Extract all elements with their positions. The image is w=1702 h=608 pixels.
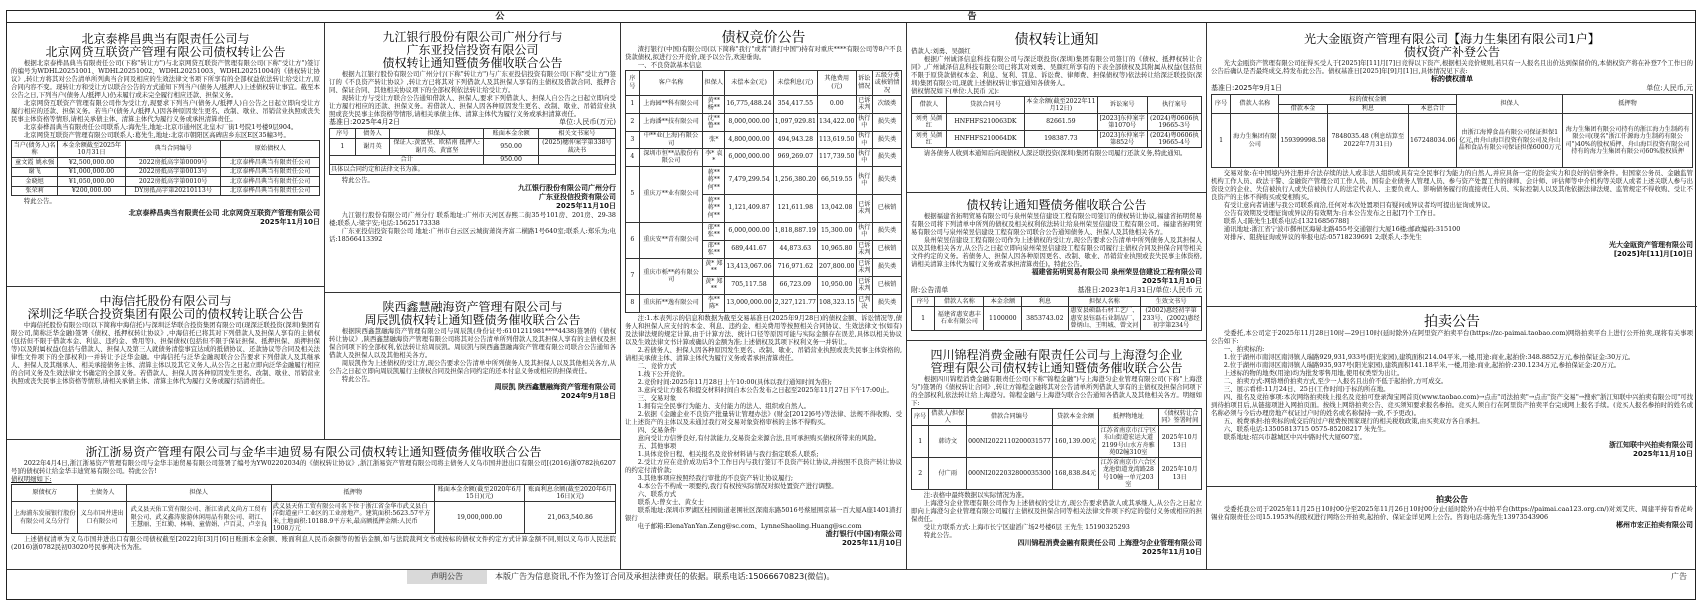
section-heading: 六、联系方式 [637,489,677,498]
notice-zhejiang-zheyi [7,439,621,569]
notice-title: 光大金瓯资产管理有限公司【海力生集团有限公司1户】 [1304,32,1600,46]
table-row: 1 韩诗文 000NI2022110200031577 160,139.00元 江苏省南京市江宁区东山街道宏运大道2199号山水方舟雅苑02幢310室 2025年10月13日 [912,426,1202,458]
unit-label: 单位:人民币(万元) [559,118,616,126]
notice-paragraph: 根据福建省拓明贸易有限公司与泉州荣昱信建设工程有限公司签订的债权转让协议,福建省拓明贸易有限公司将下列清单中所列的债权及相关权利依法转让给泉州荣昱信建设工程有限公司。福建省拓明贸易有限公司与泉州荣昱信建设工程有限公司联合公告通知债务人、担保人及其他相关各方。 [911,212,1202,236]
table-row: 1 海力生集团有限公司 159399998.58 7848035.48 (利息结算至2022年7月31日) 167248034.06 由浙江海博食品有限公司保证担保1亿元,由舟山海巨投资有限公司及舟山晶和食品有限公司保证担保6000万元 海力生集团有限公司持有的浙江海力生制药有限公司(现名"浙江仟源海力生制药有限公司")40%的股权质押、舟山海巨投资有限公司持有的海力生集团有限公司60%股权质押 [1212,114,1693,168]
notice-paragraph: 有受让意向者请速与我公司联系商洽,任何对本次处置项目有疑问或异议者均可提出征询或异议。 [1223,201,1495,209]
notice-paragraph: 根据九江银行股份有限公司广州分行(下称"转让方")与广东亚投信投资有限公司(下称"受让方")签订的《不良资产转让协议》,转让方已将其对下列借款人及其担保人享有的主债权及借款合同、抵押合同、保证合同、其他相关协议项下的全部权利依法转让给受让方。 [329,70,616,94]
notice-paragraph: 泉州荣昱信建设工程有限公司作为上述债权的受让方,现公告要求公告清单中所列债务人及其担保人以及其他相关各方,从公告之日起立即向泉州荣昱信建设工程有限公司履行主债权合同及担保合同等相关文件约定的义务。若债务人、担保人因各种原因更名、改制、歇业、吊销营业执照或丧失民事主体资格,请相关清算主体代为履行义务或者承担清算责任)。特此公告。 [911,236,1202,268]
notice-paragraph: 北京泰桦昌典当有限责任公司联系人:海先生,地址:北京市通州区北皇木厂街1号院1号楼9层904。 [23,123,298,131]
table-header: 本金余额截至2025年10月31日 [58,141,126,158]
signatory: 光大金瓯资产管理有限公司 [1609,241,1693,249]
page-masthead: 公 告 [7,11,1695,23]
contact-info: 九江银行股份有限公司广州分行 联系地址:广州市天河区春熙二街35号101房、201房、29-38楼;联系人:梁宇安;电话:15625173338 [329,210,616,227]
column-4 [907,23,1207,569]
contact-email[interactable]: 电子邮箱:ElenaYanYan.Zeng@sc.com、LynneShaoling.Huang@sc.com [637,521,862,530]
table-caption: 基准日:2025年9月1日 单位:人民币,元 [1211,84,1693,92]
contact-info: 联系人:[陈先生];联系电话:[13216856788] [1223,217,1349,225]
notice-debt-transfer-liuyong [907,23,1206,193]
loan-table: 序号 借款人/担保人 借款合同编号 贷款本金余额 抵押物地址 《债权转让合同》签署时间 1 韩诗文 000NI2022110200031577 160,139.00元 江苏省南京市江宁区东山街道宏运大道2199号山水方舟雅苑02幢310室 2025年10月13日 2 付广雨 000NI2022032800035300 168,838.84元 江苏省南京市六合区龙池街道龙湾路28号10幢一单元203室 2025年10月13日 [911,408,1202,490]
notice-title: 拍卖公告 [1436,495,1468,504]
contact-info: 通讯地址:浙江省宁波市鄞州区海晏北路455号交通银行大厦16楼;邮政编码:315100 [1223,225,1461,233]
notice-paragraph: 交易对象:在中国境内外注册并合法存续的法人或非法人组织或具有完全民事行为能力的自然人,并应具备一定的资金实力和良好的信誉条件。但国家公务员、金融监管机构工作人员、政法干警、金融资产管理公司工作人员、国有企业债务人管理人员、参与资产处置工作的律师、会计师、评估师等中介机构等关联人或者上述关联人参与出资设立的企业、失信被执行人或失信被执行人的法定代表人、主要负责人、影响债务履行的直接责任人员、实际控制人以及其他依据法律法规、监管规定不得收购、受让不良资产的主体不得购买或变相购买。 [1211,169,1693,201]
table-row: 1 上海园**科有限公司 黄** 杨** 16,775,488.24 354,417.55 0.00 已诉未判 次级类 [626,95,902,113]
notice-paragraph: 受委托我公司于2025年11月25日10时00分至2025年11月26日10时00分止(延时除外)在中拍平台(https://paimai.caa123.org.cn/)对刘艾庆、周建平持有香花岭锡业有限责任公司15.1953%的股权进行网络公开拍卖,起拍价、保证金详见网上公告。咨询电话:陈先生13973543906 [1211,505,1693,521]
table-row: 1 谢月英 保证人:黄富坚、欧秸南 抵押人:谢月英、黄富坚 950.00 (2025)穗仲案字第338号裁决书 [330,138,616,155]
section-heading: 一、拍卖标的: [1223,345,1265,353]
table-row: 7 重庆市栎**药有限公司 黄* 郑** 13,413,067.06 716,971.62 207,800.00 已诉未判 损失类 [626,258,902,276]
notice-paragraph: 北京网贷互联资产管理有限公司联系人:葛先生,地址:北京市朝阳区高碑店乡东区E区35幢3号。 [23,131,290,139]
column-5 [1207,23,1697,569]
table-row: 2 付广雨 000NI2022032800035300 168,838.84元 江苏省南京市六合区龙池街道龙湾路28号10幢一单元203室 2025年10月13日 [912,458,1202,490]
notice-title: 中海信托股份有限公司与 [99,294,232,308]
table-note: 注:表格中最终数据以实际情况为准。 [923,491,1029,499]
disclaimer-text: 本版广告为信息资讯,不作为签订合同及承担法律责任的依据。联系电话:15066670823(微信)。 [495,572,835,581]
closing-text: 特此公告。 [341,175,374,184]
notice-paragraph: 上述债权清单为义乌市国井进出口有限公司债权截至[2022]年[3]月[6]日账面本金余额、账面利息人民币余额等的暂估金额,如与法院裁判文书或按标的债权文件约定方式计算金额不同,则以义乌市人民法院(2016)浙0782民初03020号民事判决书为准。 [11,535,616,551]
table-row: 张荣莉 ¥200,000.00 DY房抵高字第20210113号 北京泰桦昌典当有限责任公司 [12,186,320,196]
notice-auction-zhilian: 拍卖公告 受委托,本公司定于2025年11月28日10时—29日10时(延时除外)在阿里资产拍卖平台(https://zc-paimai.taobao.com)网络拍卖平台上进行公开拍卖,现将有关事项公告如下: 一、拍卖标的: 1.位于湖州市南浔区南浔镇人瑞路929,931,933号(阳光家园),建筑面积214.04平米,一楼,用途:商业,起拍价:348.8852万元,参拍保证金:30万元。 2.位于湖州市南浔区南浔镇人瑞路935,937号(阳光家园),建筑面积141.18平米,一楼,用途:商业,起拍价:230.1234万元,参拍保证金:20万元。 上述标的物的地类(用途)均为批发零售用地,使用权类型为出让。 二、拍卖方式:网络增价拍卖方式,至少一人报名且出价不低于起拍价,方可成交。 三、展示看样:11月24日、25日(工作时间)于标的所在地。 四、报名及竞拍事项:本次网络拍卖线上报名及竞拍可登录淘宝网首页(www.taobao.com)→点击"司法拍卖"→点击"资产交易"→搜索"浙江知联中兴拍卖有限公司"可找到待拍项目后,从链接项进入网拍页面。按线上网络拍卖公告、竞买须知要求报名参拍。竞买人须自行在阿里资产拍卖平台完成网上报名手续。(竞买人报名参拍时的姓名或名称必须与今后办理房地产权证过户时的姓名或名称保持一致,不予更改)。 五、税费承担:拍卖标的成交后的过户税费按国家现行的相关税收政策,由买卖双方各自承担。 六、联系电话:13505813715 0575-85208217 朱先生。 联系地址:绍兴市越城区中兴中路时代大厦607室。 浙江知联中兴拍卖有限公司 2025年11月10日 [1207,307,1697,487]
section-heading: 二、竞价方式 [637,361,677,370]
target-debt-table: 序号 借款人名称 标的债权金额 担保人 抵押物 借款本金 利息 本息合计 1 海力生集团有限公司 159399998.58 7848035.48 (利息结算至2022年7月31日) 167248034.06 由浙江海博食品有限公司保证担保1亿元,由舟山海巨投资有限公司及舟山晶和食品有限公司保证担保6000万元 海力生集团有限公司持有的浙江海力生制药有限公司(现名"浙江仟源海力生制药有限公司")40%的股权质押、舟山海巨投资有限公司持有的海力生集团有限公司60%股权质押 [1211,94,1693,168]
notice-title: 管理有限公司债权转让通知暨债务催收联合公告 [930,361,1183,375]
signatory: 渣打银行(中国)有限公司 [825,529,902,538]
debt-detail-table: 原债权方 主债务人 担保人 抵押物 账面本金余额(截至2020年6月15日)(元) 账面利息余额(截至2020年6月16日)(元) 上海浦东发展银行股份有限公司义乌分行 义乌市国井进出口有限公司 武义县天佑工贸有限公司、浙江省武义尚方工贸有限公司、武义鑫涛旅游休闲用品有限公司、胡江、王慧丽、王红勤、林响、童倩娟、卢百灵、卢幸良 武义县天佑工贸有限公司名下位于浙江省金华市武义县白洋街道童户工业区的工业房地产。建筑面积:5623.57平方米,土地面积:10188.9平方米,最高额抵押金额:人民币1908万元 19,000,000.00 21,063,540.86 [11,484,616,534]
notice-title: 浙江浙易资产管理有限公司与金华丰迪贸易有限公司债权转让通知暨债务催收联合公告 [85,445,542,459]
table-total-row: 合计 950.00 [330,155,616,165]
table-note: 2.若债务人、担保人因各种原因发生更名、改制、歇业、吊销营业执照或丧失民事主体资格的,请相关承债主体、清算主体代为履行义务或者承担清算责任。 [625,345,902,362]
notice-jiujiang-bank [325,23,620,293]
notice-title: 债权竞价公告 [721,30,806,46]
closing-text: 特此公告。 [23,197,56,205]
notice-paragraph: 2022年4月4日,浙江浙易资产管理有限公司与金华丰迪贸易有限公司签署了编号为YW02202034的《债权转让协议》,浙江浙易资产管理有限公司将主债务人义乌市国井进出口有限公司[(2016)浙0782执6207号]的债权转让给金华丰迪贸易有限公司。特此公告! [11,459,616,475]
column-1 [7,23,325,439]
section-heading: 四、交易条件 [637,425,677,434]
notice-paragraph: 根据北京泰桦昌典当有限责任公司(下称"转让方")与北京网贷互联资产管理有限公司(下称"受让方")签订的编号为WDHL20251001、WDHL20251002、WDHL20251003、WDHL20251004的《债权转让协议》,转让方将其对公告清单所列典当合同及相应的生效法律文书项下所享有的全部权益依法转让给受让方,原合同内容不变。现转让方和受让方以联合公告的方式通知下列当户(债务人/抵押人)上述债权转让事宜。截至本公告之日,下列当户(债务人/抵押人)仍未履行或未完全履行相应还款、担保义务。 [11,59,320,99]
notice-title: 九江银行股份有限公司广州分行与 [382,30,563,44]
notice-date: [2025]年[11]月[10]日 [1613,250,1693,258]
table-row: 刘勇 吴颜红 HNFHFS210064DK 198387.73 [2023]东仲案字第852号 (2024)粤0606执19665-4号 [912,131,1202,148]
table-caption: 附:公告清单 基准日:2023年1月31日/单位:人民币 元 [911,286,1202,294]
signatory: 浙江知联中兴拍卖有限公司 [1609,441,1693,449]
notice-title: 债权转让通知暨债务催收联合公告 [382,56,563,70]
base-date: 基准日:2025年4月2日 [329,118,401,126]
notice-title: 四川锦程消费金融有限责任公司与上海澄匀企业 [930,348,1183,362]
debt-table: 借款人 贷款合同号 本金余额(截至2022年11月12日) 诉讼案号 执行案号 刘勇 吴颜红 HNFHFS210063DK 82661.59 [2023]东仲案字第1070号 (2024)粤0606执19665-3号 刘勇 吴颜红 HNFHFS210064DK 198387.73 [2023]东仲案字第852号 (2024)粤0606执19665-4号 [911,96,1202,148]
notice-title: 北京网贷互联资产管理有限公司债权转让公告 [45,45,286,59]
pawn-debt-table [11,140,320,196]
notice-date: 2025年11月10日 [556,201,616,210]
detail-label: 债权明细如下: [11,475,52,483]
notice-date: 2025年11月10日 [1633,450,1693,458]
notice-paragraph: 根据陕西鑫慧融海资产管理有限公司与周辰凯(身份证号:6101211981****4438)签署的《债权转让协议》,陕西鑫慧融海资产管理有限公司将其对公告清单所列借款人及其担保人享有的主债权及担保合同项下的全部权利,依法转让给周辰凯。周辰凯与陕西鑫慧融海资产管理有限公司联合公告通知各借款人及担保人以及其他相关各方。 [329,327,616,359]
closing-text: 特此公告。 [923,531,956,539]
table-row: 刘勇 吴颜红 HNFHFS210063DK 82661.59 [2023]东仲案字第1070号 (2024)粤0606执19665-3号 [912,114,1202,131]
notice-title: 深圳泛华联合投资集团有限公司的债权转让联合公告 [27,307,304,321]
notice-paragraph: 中海信托股份有限公司(以下简称中海信托)与深圳泛华联合投资集团有限公司(现深泛联投资(深圳)集团有限公司,简称泛华金融)签署《债权、抵押权转让协议》,中海信托已将其对下列借款人及担保人享有的主债权(包括但不限于借款本金、利息、违约金、费用等)、担保债权(包括但不限于保证担保、抵押担保、质押担保等)以及附属权益(包括与借款人、担保人及第三人就债务清偿事宜达成的抵债协议、还款协议等合同及相关法律性文件项下的全部权利)一并转让予泛华金融。中海信托与泛华金融现联合公告要求下列借款人及其继承人、担保人及其继承人、相关承接债务主体、清算主体以及其它义务人,从公告之日起立即向泛华金融履行相应的合同义务及生效法律文书确定的全部义务。若借款人、担保人因各种原因发生更名、改制、歇业、吊销营业执照或丧失民事主体资格等情形,请相关承债主体、清算主体代为履行义务或履行结清责任。 [11,321,320,385]
notice-date: 2025年11月10日 [260,218,320,226]
table-row: 黄* 郑** 705,117.58 66,723.09 10,950.00 已诉未判 已核销 [626,276,902,294]
unit-label: 债权情况如下(单位:人民币 元): [911,87,1000,95]
notice-auction-hongzheng [1207,487,1697,569]
table-row: 2 上海潘**技有限公司 沈** 鲁** 8,000,000.00 1,097,929.81 134,422.00 执行中 损失类 [626,113,902,131]
notice-date: 2025年11月10日 [842,538,902,547]
notice-paragraph: 渣打银行(中国)有限公司(以下简称"我行"或者"渣打中国")持有对重庆****有限公司等8户不良贷款债权,拟进行公开竞价,现予以公告,欢迎垂询。 [625,45,902,61]
table-row: 谢飞 ¥1,000,000.00 2022房抵高字第0013号 北京泰桦昌典当有限责任公司 [12,167,320,177]
notice-paragraph: 受委托,本公司定于2025年11月28日10时—29日10时(延时除外)在阿里资产拍卖平台(https://zc-paimai.taobao.com)网络拍卖平台上进行公开拍卖,现将有关事项公告如下: [1211,329,1693,345]
signatory: 郴州市宏正拍卖有限公司 [1616,521,1693,529]
npl-table: 序号 客户名称 担保人 未偿本金(元) 未偿利息(元) 其他费用(元) 诉讼情况 五级分类或核销情况 1 上海园**科有限公司 黄** 杨** 16,775,488.24 354,417.55 0.00 已诉未判 次级类 2 上海潘**技有限公司 沈** 鲁** 8,000,000.00 1,097,929.81 134,422.00 执行中 损失类 3 中**业(上海)有限公司 张* 4,800,000.00 494,943.28 113,619.50 执行中 损失类 4 深圳市恒**品股份有限公司 李* 袁* 6,000,000.00 969,269.07 117,739.50 执行中 损失类 5 重庆万**业有限公司 蒋** 蒋** 何** 7,479,299.54 1,256,380.20 66,519.55 执行中 损失类 蒋** 蒋** 何** 1,121,409.87 121,611.98 13,042.08 已诉未判 已核销 6 重庆安**青有限公司 邵** 张** 6,000,000.00 1,818,887.19 15,300.00 执行中 损失类 邵** 张** 689,441.67 44,873.63 10,965.80 已诉未判 已核销 7 重庆市栎**药有限公司 黄* 郑** 13,413,067.06 716,971.62 207,800.00 已诉未判 损失类 黄* 郑** 705,117.58 66,723.09 10,950.00 已诉未判 已核销 8 重庆拓**逸有限公司 李** 陈* 13,000,000.00 2,327,121.77 108,323.15 已判决 损失类 [625,70,902,313]
column-3 [621,23,907,569]
notice-title: 拍卖公告 [1424,314,1480,330]
notice-title: 债权转让通知 [1014,32,1099,48]
notice-title: 债权资产补登公告 [1403,45,1500,59]
table-row: 3 中**业(上海)有限公司 张* 4,800,000.00 494,943.28 113,619.50 执行中 损失类 [626,131,902,148]
notice-paragraph: 周辰凯作为上述债权的受让方,现公告要求公告清单中所列债务人及其担保人以及其他相关各方,从公告之日起立即向周辰凯履行主债权合同及担保合同约定的还本付息义务或相应的担保责任。 [329,359,616,375]
notice-paragraph: 现转让方与受让方联合公告通知借款人、担保人,要求下列借款人、担保人自公告之日起立即向受让方履行相应的还款、担保义务。若借款人、担保人因各种原因发生更名、改制、歇业、吊销营业执照或丧失民事主体资格等情形,请相关承债主体、清算主体代为履行义务或承担清算责任。 [329,94,616,118]
signatory: 福建省拓明贸易有限公司 泉州荣昱信建设工程有限公司 [1031,268,1202,276]
table-row: 金晓旭 ¥1,050,000.00 2022房抵高字第0010号 北京泰桦昌典当有限责任公司 [12,177,320,187]
notice-paragraph: 请各债务人收到本通知后向现债权人深泛联投资(深圳)集团有限公司履行还款义务,特此通知。 [923,149,1187,157]
notice-date: 2025年11月10日 [1142,548,1202,556]
notice-fujian-tuoming [907,193,1206,341]
table-row: 上海浦东发展银行股份有限公司义乌分行 义乌市国井进出口有限公司 武义县天佑工贸有限公司、浙江省武义尚方工贸有限公司、武义鑫涛旅游休闲用品有限公司、胡江、王慧丽、王红勤、林响、童倩娟、卢百灵、卢幸良 武义县天佑工贸有限公司名下位于浙江省金华市武义县白洋街道童户工业区的工业房地产。建筑面积:5623.57平方米,土地面积:10188.9平方米,最高额抵押金额:人民币1908万元 19,000,000.00 21,063,540.86 [12,502,616,534]
table-note: 注:1.本表列示的信息和数据为截至交易基准日(2025年9月28日)的债权金额、诉讼情况等,债务人和担保人应支付的本金、利息、违约金、相关费用等按照相关合同协议、生效法律文书(如有)及法律法规的规定计算,由于计算方法、统计口径等原因可能与实际金额存在误差,具体以相关协议以及生效法律文书计算或确认的金额为准;上述债权及其项下权利义务一并转让。 [625,313,902,346]
column-2 [325,23,621,439]
contact-info: 广东亚投信投资有限公司 地址:广州市白云区云城街萧岗齐富二横路1号640室;联系人:郑乐为;电话:18566413392 [329,226,616,243]
table-note: 具体以合同约定和法律文书为准。 [330,165,616,175]
table-row: 6 重庆安**青有限公司 邵** 张** 6,000,000.00 1,818,887.19 15,300.00 执行中 损失类 [626,222,902,240]
notice-date: 2025年11月10日 [1142,277,1202,285]
debt-list-table: 序号 借款人名称 本金余额 利息 担保人名称 生效文书号 1 福建省惠安惠丰石业有限公司 1100000 3853743.02 惠安县硕磊石材工艺厂、惠安县钰磊石业制品厂、曾炳山、王明城、曾文河 (2002)惠经初字第233号、(2002)惠经初字第234号 [911,296,1202,331]
contact-info: 对排斥、阻挠征询或异议的举报电话:05718239691 2;联系人:李先生 [1223,233,1422,241]
list-title: 标的债权清单 [1431,75,1473,83]
notice-title: 广东亚投信投资有限公司 [406,43,539,57]
debt-table: 序号 债务人 担保人 账面本金余额 相关文书案号 1 谢月英 保证人:黄富坚、欧秸南 抵押人:谢月英、黄富坚 950.00 (2025)穗仲案字第338号裁决书 合计 950.00 具体以合同约定和法律文书为准。 [329,128,616,175]
disclaimer-footer [407,569,1697,585]
notice-sichuan-jincheng [907,341,1206,569]
disclaimer-tag: 声明公告 [407,570,487,584]
notice-title: 周辰凯债权转让通知暨债务催收联合公告 [364,313,581,327]
table-header: 原始债权人 [221,141,320,158]
notice-paragraph: 光大金瓯资产管理有限公司征得买受人于[2025]年[11]月[7]日竞得以下资产,根据相关竞价规则,若只有一人报名且出价达到保留价的,本债权资产将在补登7个工作日的公告后确认是否最终成交,特发布此公告。债权基准日[2025]年[9]月[1]日,具体情况见下表: [1211,59,1693,75]
borrower-label: 借款人:刘勇、吴颜红 [911,47,971,55]
notice-paragraph: 根据广州诚泽信息科技有限公司与深泛联投资(深圳)集团有限公司签订的《债权、抵押权转让合同》,广州诚泽信息科技有限公司已将其对刘勇、吴颜红所享有的下表全部债权及其附属从权益(包括但不限于原贷款债权本金、利息、复利、罚息、诉讼费、律师费、担保债权等)依法转让给深泛联投资(深圳)集团有限公司,现就上述债权转让事宜通知各债务人。 [911,55,1202,87]
notice-beijing-taihuachang [7,23,324,287]
notice-zhonghai-trust [7,287,324,439]
table-row: 8 重庆拓**逸有限公司 李** 陈* 13,000,000.00 2,327,121.77 108,323.15 已判决 损失类 [626,294,902,312]
table-row: 4 深圳市恒**品股份有限公司 李* 袁* 6,000,000.00 969,269.07 117,739.50 执行中 损失类 [626,148,902,166]
table-row: 5 重庆万**业有限公司 蒋** 蒋** 何** 7,479,299.54 1,256,380.20 66,519.55 执行中 损失类 [626,166,902,194]
newspaper-page [6,10,1696,600]
section-heading: 三、交易对象 [637,393,677,402]
closing-text: 特此公告。 [341,375,374,383]
notice-title: 陕西鑫慧融海资产管理有限公司与 [382,300,563,314]
notice-title: 北京泰桦昌典当有限责任公司与 [81,32,250,46]
notice-paragraph: 公告有效期及受理征询或异议的有效期为:自本公告发布之日起[7]个工作日。 [1223,209,1440,217]
notice-paragraph: 北京网贷互联资产管理有限公司作为受让方,现要求下列当户(债务人/抵押人)自公告之日起立即向受让方履行相应的还款、担保义务。若当户(债务人/抵押人)因各种原因发生更名、改制、歇业、吊销营业执照或丧失民事主体资格等情形,请相关承债主体、清算主体代为履行义务或承担清算责任。 [11,99,320,123]
notice-title: 债权转让通知暨债务催收联合公告 [966,198,1147,212]
table-row: 1 福建省惠安惠丰石业有限公司 1100000 3853743.02 惠安县硕磊石材工艺厂、惠安县钰磊石业制品厂、曾炳山、王明城、曾文河 (2002)惠经初字第233号、(2002)惠经初字第234号 [912,306,1202,331]
signatory: 周辰凯 陕西鑫慧融海资产管理有限公司 [494,383,616,391]
table-header: 当户(债务人)名称 [12,141,58,158]
table-header: 典当合同编号 [125,141,220,158]
contact-info: 受让方联系方式:上海市长宁区建滔广场2号楼6层 王先生 15190325293 [923,523,1130,531]
signatory: 四川锦程消费金融有限责任公司 上海澄匀企业管理有限公司 [1017,539,1202,547]
notice-shaanxi-xinhui [325,293,620,439]
table-row: 邵** 张** 689,441.67 44,873.63 10,965.80 已诉未判 已核销 [626,240,902,258]
signatory: 北京泰桦昌典当有限责任公司 北京网贷互联资产管理有限公司 [128,209,320,217]
notice-date: 2024年9月18日 [560,392,616,400]
table-row: 童文霞 姚永强 ¥2,500,000.00 2022房抵高字第0009号 北京泰桦昌典当有限责任公司 [12,158,320,168]
table-caption [329,118,616,127]
signatory: 广东亚投信投资有限公司 [539,192,616,201]
notice-everbright-jinou [1207,23,1697,307]
section-heading: 五、其他事项 [637,441,677,450]
signatory: 九江银行股份有限公司广州分行 [518,183,616,192]
ad-label: 广告 [1671,572,1687,581]
table-row: 蒋** 蒋** 何** 1,121,409.87 121,611.98 13,042.08 已诉未判 已核销 [626,194,902,222]
section-heading: 一、不良贷款基本信息 [637,61,702,69]
notice-standard-chartered: 债权竞价公告 渣打银行(中国)有限公司(以下简称"我行"或者"渣打中国")持有对重庆****有限公司等8户不良贷款债权,拟进行公开竞价,现予以公告,欢迎垂询。 一、不良贷款基本信息 序号 客户名称 担保人 未偿本金(元) 未偿利息(元) 其他费用(元) 诉讼情况 五级分类或核销情况 1 上海园**科有限公司 黄** 杨** 16,775,488.24 354,417.55 0.00 已诉未判 次级类 2 上海潘**技有限公司 沈** 鲁** 8,000,000.00 1,097,929.81 134,422.00 执行中 损失类 3 中**业(上海)有限公司 张* 4,800,000.00 494,943.28 113,619.50 执行中 损失类 4 深圳市恒**品股份有限公司 李* 袁* 6,000,000.00 969,269.07 117,739.50 执行中 损失类 5 重庆万**业有限公司 蒋** 蒋** 何** 7,479,299.54 1,256,380.20 66,519.55 执行中 损失类 蒋** 蒋** 何** 1,121,409.87 121,611.98 13,042.08 已诉未判 已核销 6 重庆安**青有限公司 邵** 张** 6,000,000.00 1,818,887.19 15,300.00 执行中 损失类 邵** 张** 689,441.67 44,873.63 10,965.80 已诉未判 已核销 7 重庆市栎**药有限公司 黄* 郑** 13,413,067.06 716,971.62 207,800.00 已诉未判 损失类 黄* 郑** 705,117.58 66,723.09 10,950.00 已诉未判 已核销 8 重庆拓**逸有限公司 李** 陈* 13,000,000.00 2,327,121.77 108,323.15 已判决 损失类 注:1.本表列示的信息和数据为截至交易基准日(2025年9月28日)的债权金额、诉讼情况等,债务人和担保人应支付的本金、利息、违约金、相关费用等按照相关合同协议、生效法律文书(如有)及法律法规的规定计算,由于计算方法、统计口径等原因可能与实际金额存在误差,具体以相关协议以及生效法律文书计算或确认的金额为准;上述债权及其项下权利义务一并转让。 2.若债务人、担保人因各种原因发生更名、改制、歇业、吊销营业执照或丧失民事主体资格的,请相关承债主体、清算主体代为履行义务或者承担清算责任。 二、竞价方式 1.线下公开竞价。 2.竞价时间:2025年11月28日上午10:00(具体以我行通知时间为准); 3.意向受让方报名和提交材料时间自本公告发布之日起至2025年11月27日下午17:00止。 三、交易对象 1.拥有完全民事行为能力、支付能力的法人、组织或自然人。 2.依据《金融企业不良资产批量转让管理办法》(财金[2012]6号)等法律、法规不得收购、受让上述资产的主体以及未通过我行对交易对象资格审核的主体不得购买。 四、交易条件 意向受让方信誉良好,有付款能力,交易资金来源合法,且可承担购买债权所带来的风险。 五、其他事项 1.具体竞价日程、相关报名及竞价材料请与我行指定联系人联系; 2.受让方应在竞价成功后3个工作日内与我行签订不良资产转让协议,并按照不良资产转让协议的约定付清价款; 3.其他事项应按照经我行审批的不良资产转让协议履行; 4.本公告不构成一项要约,我行有权按实际情况对拟处置资产进行调整。 六、联系方式 联系人:曾女士、黄女士 联系地址:深圳市罗湖区桂园街道老围社区深南东路5016号蔡屋围京基一百大厦A座1401渣打银行 电子邮箱:ElenaYanYan.Zeng@sc.com、LynneShaoling.Huang@sc.com 渣打银行(中国)有限公司 2025年11月10日 [625,30,902,547]
notice-paragraph: 根据四川锦程消费金融有限责任公司(下称"锦程金融")与上海澄匀企业管理有限公司(下称"上海澄匀")签署的《债权转让合同》,转让方锦程金融将其对公告清单所列借款人享有的主债权及担保合同项下的全部权利,依法转让给上海澄匀。锦程金融与上海澄匀联合公告通知各借款人及其他相关各方。明细如下: [911,375,1202,407]
notice-paragraph: 上海澄匀企业管理有限公司作为上述债权的受让方,现公告要求借款人或其承继人,从公告之日起立即向上海澄匀企业管理有限公司履行主债权及担保合同等相关法律文件项下约定的偿付义务或相应的担保责任。 [911,499,1202,523]
